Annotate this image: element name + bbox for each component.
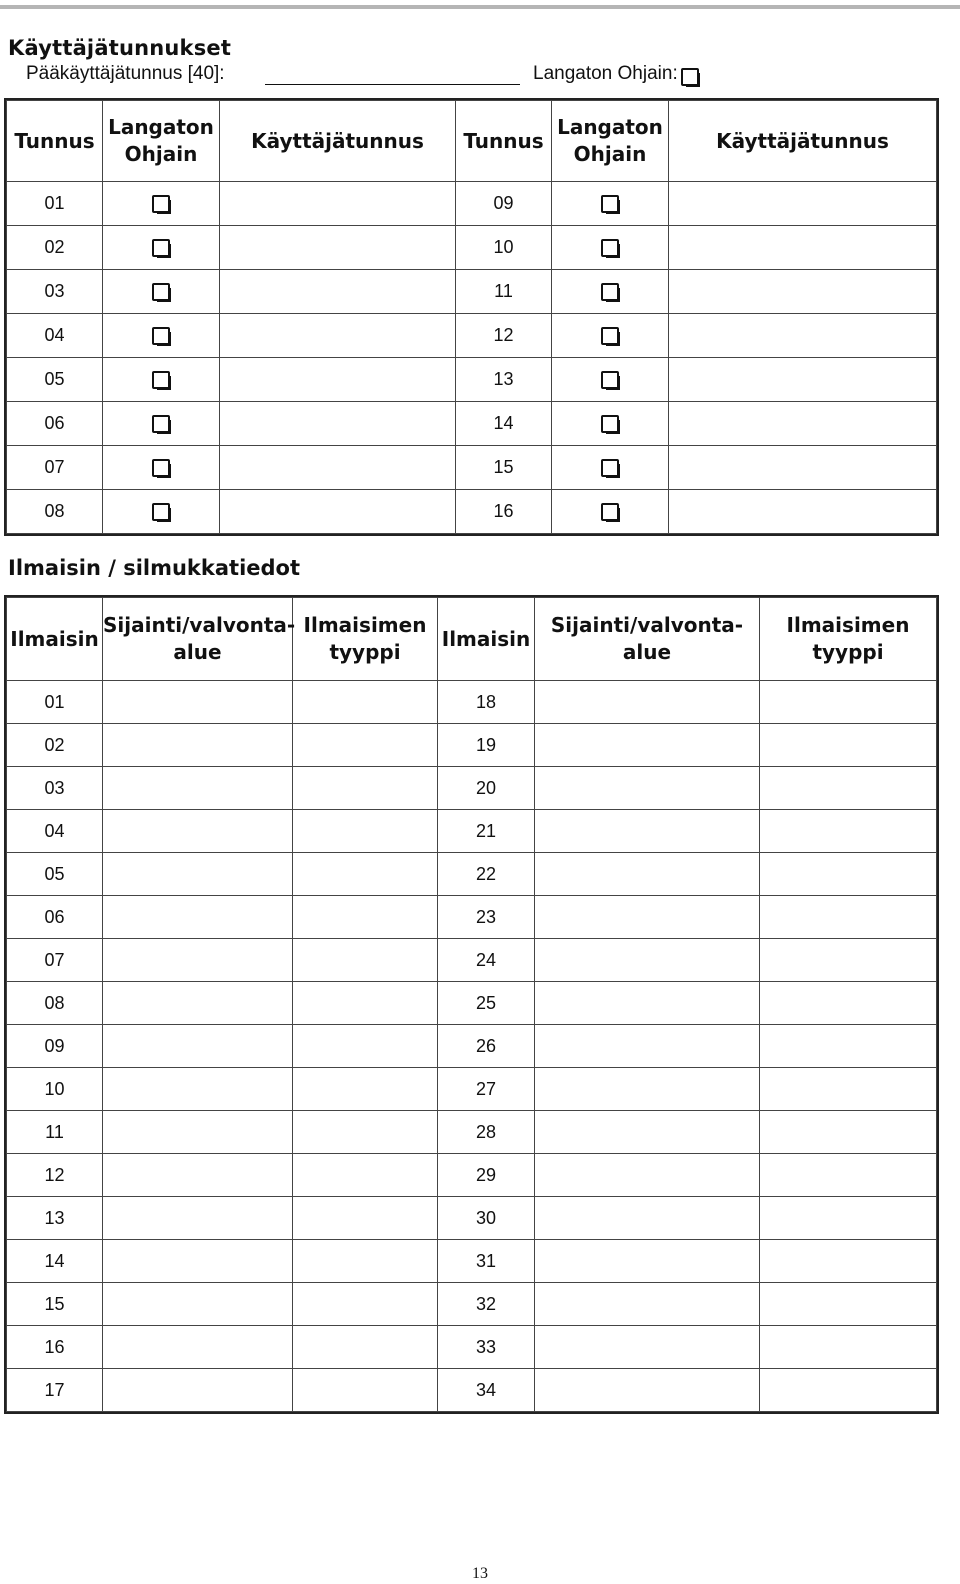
detector-id: 10: [7, 1068, 103, 1111]
user-id: 13: [456, 358, 552, 402]
table-row: [7, 982, 937, 1025]
detector-id: 17: [7, 1369, 103, 1412]
user-id: 15: [456, 446, 552, 490]
detector-type-field[interactable]: [760, 1154, 937, 1197]
user-id: 02: [7, 226, 103, 270]
user-id: 03: [7, 270, 103, 314]
wireless-controller-checkbox[interactable]: [601, 195, 619, 213]
detector-id: 22: [438, 853, 535, 896]
location-field[interactable]: [103, 1111, 293, 1154]
location-field[interactable]: [103, 724, 293, 767]
user-code-field[interactable]: [669, 270, 937, 314]
user-code-field[interactable]: [669, 226, 937, 270]
wireless-controller-label: Langaton Ohjain:: [533, 63, 678, 84]
detector-type-field[interactable]: [293, 1025, 438, 1068]
location-field[interactable]: [103, 1025, 293, 1068]
wireless-checkbox-cell: [552, 402, 669, 446]
user-id: 09: [456, 182, 552, 226]
user-code-field[interactable]: [220, 490, 456, 534]
detector-type-field[interactable]: [760, 1068, 937, 1111]
detector-type-field[interactable]: [293, 896, 438, 939]
wireless-checkbox-cell: [103, 226, 220, 270]
user-code-field[interactable]: [220, 182, 456, 226]
detector-id: 29: [438, 1154, 535, 1197]
wireless-controller-checkbox[interactable]: [152, 459, 170, 477]
detector-type-field[interactable]: [293, 1154, 438, 1197]
detector-id: 21: [438, 810, 535, 853]
master-code-label: Pääkäyttäjätunnus [40]:: [26, 63, 225, 84]
location-field[interactable]: [103, 1197, 293, 1240]
user-id: 10: [456, 226, 552, 270]
master-code-field[interactable]: [265, 84, 520, 85]
user-id: 14: [456, 402, 552, 446]
detector-id: 06: [7, 896, 103, 939]
wireless-checkbox-cell: [552, 182, 669, 226]
user-id: 12: [456, 314, 552, 358]
wireless-checkbox-cell: [552, 226, 669, 270]
user-code-field[interactable]: [669, 402, 937, 446]
wireless-controller-checkbox[interactable]: [152, 415, 170, 433]
detector-id: 14: [7, 1240, 103, 1283]
header-ilmaisin: Ilmaisin: [7, 598, 103, 681]
wireless-checkbox-cell: [103, 402, 220, 446]
table-row: [7, 402, 937, 446]
detector-type-field[interactable]: [293, 681, 438, 724]
location-field[interactable]: [535, 896, 760, 939]
detector-type-field[interactable]: [760, 681, 937, 724]
user-code-field[interactable]: [669, 490, 937, 534]
location-field[interactable]: [535, 1283, 760, 1326]
detector-id: 23: [438, 896, 535, 939]
user-code-field[interactable]: [220, 270, 456, 314]
table-row: [7, 1154, 937, 1197]
detector-id: 02: [7, 724, 103, 767]
table-row: [7, 1326, 937, 1369]
location-field[interactable]: [103, 896, 293, 939]
user-code-field[interactable]: [669, 182, 937, 226]
user-id: 11: [456, 270, 552, 314]
detector-id: 19: [438, 724, 535, 767]
location-field[interactable]: [535, 810, 760, 853]
user-code-field[interactable]: [669, 446, 937, 490]
detector-id: 18: [438, 681, 535, 724]
detector-id: 31: [438, 1240, 535, 1283]
wireless-controller-row: [533, 63, 699, 85]
location-field[interactable]: [535, 1154, 760, 1197]
detector-id: 01: [7, 681, 103, 724]
table-row: [7, 1025, 937, 1068]
wireless-checkbox-cell: [103, 314, 220, 358]
wireless-checkbox-cell: [552, 490, 669, 534]
detector-id: 09: [7, 1025, 103, 1068]
detector-id: 34: [438, 1369, 535, 1412]
table-row: [7, 1111, 937, 1154]
table-row: [7, 1369, 937, 1412]
detector-id: 03: [7, 767, 103, 810]
detector-id: 33: [438, 1326, 535, 1369]
location-field[interactable]: [103, 1240, 293, 1283]
table-row: [7, 226, 937, 270]
table-row: [7, 1068, 937, 1111]
location-field[interactable]: [535, 982, 760, 1025]
user-id: 08: [7, 490, 103, 534]
header-ilmaisimen-tyyppi: Ilmaisimen tyyppi: [293, 598, 438, 681]
detector-type-field[interactable]: [760, 1025, 937, 1068]
detector-type-field[interactable]: [760, 982, 937, 1025]
wireless-checkbox-cell: [552, 270, 669, 314]
detector-id: 24: [438, 939, 535, 982]
detector-table: [6, 597, 937, 1412]
detector-id: 08: [7, 982, 103, 1025]
detector-id: 12: [7, 1154, 103, 1197]
user-id: 16: [456, 490, 552, 534]
wireless-controller-checkbox[interactable]: [601, 327, 619, 345]
header-langaton-ohjain: Langaton Ohjain: [552, 101, 669, 182]
detector-type-field[interactable]: [293, 810, 438, 853]
wireless-controller-checkbox[interactable]: [601, 415, 619, 433]
detector-type-field[interactable]: [760, 1111, 937, 1154]
detector-type-field[interactable]: [293, 767, 438, 810]
wireless-checkbox-cell: [103, 270, 220, 314]
detector-type-field[interactable]: [760, 724, 937, 767]
detector-id: 07: [7, 939, 103, 982]
table-row: [7, 270, 937, 314]
user-code-field[interactable]: [220, 358, 456, 402]
detector-type-field[interactable]: [760, 896, 937, 939]
location-field[interactable]: [535, 1111, 760, 1154]
header-ilmaisin: Ilmaisin: [438, 598, 535, 681]
location-field[interactable]: [535, 1025, 760, 1068]
location-field[interactable]: [535, 853, 760, 896]
wireless-controller-checkbox[interactable]: [152, 195, 170, 213]
location-field[interactable]: [103, 1326, 293, 1369]
detector-type-field[interactable]: [760, 767, 937, 810]
wireless-controller-checkbox[interactable]: [601, 283, 619, 301]
wireless-controller-checkbox[interactable]: [601, 459, 619, 477]
wireless-controller-checkbox[interactable]: [152, 503, 170, 521]
detector-type-field[interactable]: [293, 1326, 438, 1369]
user-id: 01: [7, 182, 103, 226]
user-id: 04: [7, 314, 103, 358]
detector-id: 04: [7, 810, 103, 853]
wireless-checkbox-cell: [552, 446, 669, 490]
detector-id: 25: [438, 982, 535, 1025]
table-row: [7, 896, 937, 939]
user-code-field[interactable]: [669, 358, 937, 402]
detector-type-field[interactable]: [293, 1283, 438, 1326]
detector-type-field[interactable]: [760, 1240, 937, 1283]
detector-id: 27: [438, 1068, 535, 1111]
header-kayttajatunnus: Käyttäjätunnus: [220, 101, 456, 182]
detector-type-field[interactable]: [293, 939, 438, 982]
user-code-field[interactable]: [220, 446, 456, 490]
detector-type-field[interactable]: [293, 1197, 438, 1240]
wireless-checkbox-cell: [103, 358, 220, 402]
wireless-controller-checkbox[interactable]: [601, 503, 619, 521]
user-codes-table: [6, 100, 937, 534]
detector-id: 28: [438, 1111, 535, 1154]
table-row: [7, 810, 937, 853]
table-row: [7, 1240, 937, 1283]
detector-type-field[interactable]: [293, 1111, 438, 1154]
wireless-checkbox-cell: [103, 446, 220, 490]
wireless-checkbox-cell: [103, 182, 220, 226]
location-field[interactable]: [103, 810, 293, 853]
table-row: [7, 1283, 937, 1326]
table-row: [7, 490, 937, 534]
location-field[interactable]: [535, 681, 760, 724]
table-row: [7, 724, 937, 767]
wireless-checkbox-cell: [103, 490, 220, 534]
detector-type-field[interactable]: [760, 939, 937, 982]
wireless-controller-checkbox[interactable]: [601, 239, 619, 257]
detector-type-field[interactable]: [293, 982, 438, 1025]
detector-type-field[interactable]: [293, 1369, 438, 1412]
detector-type-field[interactable]: [293, 1240, 438, 1283]
location-field[interactable]: [103, 982, 293, 1025]
table-row: [7, 358, 937, 402]
user-code-field[interactable]: [220, 226, 456, 270]
header-ilmaisimen-tyyppi: Ilmaisimen tyyppi: [760, 598, 937, 681]
detector-id: 16: [7, 1326, 103, 1369]
detector-id: 26: [438, 1025, 535, 1068]
detector-id: 05: [7, 853, 103, 896]
wireless-controller-checkbox[interactable]: [152, 283, 170, 301]
detectors-section-title: Ilmaisin / silmukkatiedot: [8, 556, 301, 580]
detector-type-field[interactable]: [760, 1326, 937, 1369]
table-row: [7, 681, 937, 724]
table-row: [7, 314, 937, 358]
page-number: 13: [472, 1565, 488, 1582]
location-field[interactable]: [535, 1326, 760, 1369]
location-field[interactable]: [535, 767, 760, 810]
table-row: [7, 1197, 937, 1240]
detector-type-field[interactable]: [760, 853, 937, 896]
detector-id: 30: [438, 1197, 535, 1240]
header-sijainti: Sijainti/valvonta- alue: [103, 598, 293, 681]
location-field[interactable]: [103, 1369, 293, 1412]
location-field[interactable]: [103, 1283, 293, 1326]
header-tunnus: Tunnus: [7, 101, 103, 182]
wireless-controller-checkbox[interactable]: [152, 371, 170, 389]
detector-type-field[interactable]: [760, 1283, 937, 1326]
table-row: [7, 767, 937, 810]
wireless-checkbox-cell: [552, 314, 669, 358]
detector-type-field[interactable]: [760, 1369, 937, 1412]
detector-id: 20: [438, 767, 535, 810]
user-id: 05: [7, 358, 103, 402]
table-row: [7, 939, 937, 982]
detector-type-field[interactable]: [760, 810, 937, 853]
user-code-field[interactable]: [220, 314, 456, 358]
table-row: [7, 446, 937, 490]
location-field[interactable]: [103, 939, 293, 982]
users-section-title: Käyttäjätunnukset: [8, 36, 232, 60]
table-row: [7, 182, 937, 226]
detector-id: 15: [7, 1283, 103, 1326]
header-tunnus: Tunnus: [456, 101, 552, 182]
wireless-checkbox-cell: [552, 358, 669, 402]
header-sijainti: Sijainti/valvonta- alue: [535, 598, 760, 681]
wireless-controller-checkbox[interactable]: [152, 239, 170, 257]
detector-type-field[interactable]: [293, 1068, 438, 1111]
table-row: [7, 853, 937, 896]
location-field[interactable]: [103, 681, 293, 724]
header-kayttajatunnus: Käyttäjätunnus: [669, 101, 937, 182]
wireless-controller-checkbox[interactable]: [601, 371, 619, 389]
location-field[interactable]: [103, 1154, 293, 1197]
location-field[interactable]: [535, 1240, 760, 1283]
user-code-field[interactable]: [669, 314, 937, 358]
location-field[interactable]: [103, 767, 293, 810]
detector-id: 13: [7, 1197, 103, 1240]
user-code-field[interactable]: [220, 402, 456, 446]
user-id: 06: [7, 402, 103, 446]
top-rule: [0, 5, 960, 9]
header-langaton-ohjain: Langaton Ohjain: [103, 101, 220, 182]
detector-type-field[interactable]: [293, 724, 438, 767]
location-field[interactable]: [535, 1068, 760, 1111]
user-id: 07: [7, 446, 103, 490]
detector-type-field[interactable]: [760, 1197, 937, 1240]
detector-id: 32: [438, 1283, 535, 1326]
detector-type-field[interactable]: [293, 853, 438, 896]
location-field[interactable]: [535, 939, 760, 982]
detector-id: 11: [7, 1111, 103, 1154]
location-field[interactable]: [535, 1369, 760, 1412]
wireless-controller-checkbox[interactable]: [152, 327, 170, 345]
location-field[interactable]: [103, 1068, 293, 1111]
location-field[interactable]: [535, 1197, 760, 1240]
location-field[interactable]: [103, 853, 293, 896]
location-field[interactable]: [535, 724, 760, 767]
wireless-controller-checkbox[interactable]: [681, 68, 699, 86]
